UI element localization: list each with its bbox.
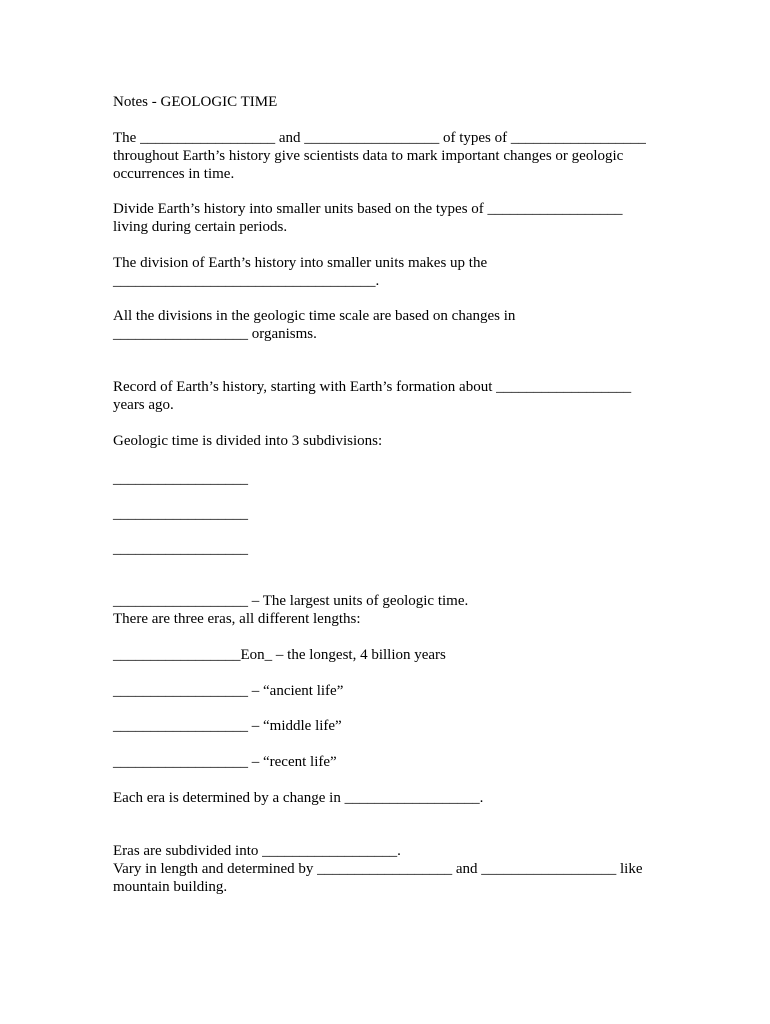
paragraph-1-line-3: occurrences in time. (113, 166, 235, 182)
final-paragraph-line-1: Eras are subdivided into __________________. (113, 843, 401, 859)
paragraph-5-line-2: years ago. (113, 397, 174, 413)
era-line-middle-life: __________________ – “middle life” (113, 718, 342, 734)
era-change-line: Each era is determined by a change in __________________. (113, 790, 484, 806)
paragraph-4-line-2: __________________ organisms. (113, 326, 317, 342)
era-line-recent-life: __________________ – “recent life” (113, 754, 337, 770)
paragraph-3-line-1: The division of Earth’s history into smaller units makes up the (113, 255, 488, 271)
paragraph-5-line-1: Record of Earth’s history, starting with Earth’s formation about __________________ (113, 379, 632, 395)
paragraph-2-line-2: living during certain periods. (113, 219, 288, 235)
three-eras-line: There are three eras, all different lengths: (113, 611, 361, 627)
paragraph-3-line-2: ___________________________________. (113, 273, 380, 289)
paragraph-4-line-1: All the divisions in the geologic time scale are based on changes in (113, 308, 516, 324)
subdivision-blank-3: __________________ (113, 541, 248, 557)
subdivision-blank-2: __________________ (113, 506, 248, 522)
subdivisions-intro: Geologic time is divided into 3 subdivisions: (113, 433, 383, 449)
paragraph-2-line-1: Divide Earth’s history into smaller units based on the types of __________________ (113, 201, 623, 217)
document-title: Notes - GEOLOGIC TIME (113, 94, 278, 110)
final-paragraph-line-2: Vary in length and determined by __________________ and __________________ like (113, 861, 643, 877)
era-line-eon: _________________Eon_ – the longest, 4 billion years (113, 647, 446, 663)
paragraph-1-line-1: The __________________ and __________________ of types of __________________ (113, 130, 646, 146)
era-line-ancient-life: __________________ – “ancient life” (113, 683, 344, 699)
subdivision-blank-1: __________________ (113, 471, 248, 487)
final-paragraph-line-3: mountain building. (113, 879, 228, 895)
paragraph-1-line-2: throughout Earth’s history give scientists data to mark important changes or geologic (113, 148, 624, 164)
largest-units-line: __________________ – The largest units of geologic time. (113, 593, 469, 609)
